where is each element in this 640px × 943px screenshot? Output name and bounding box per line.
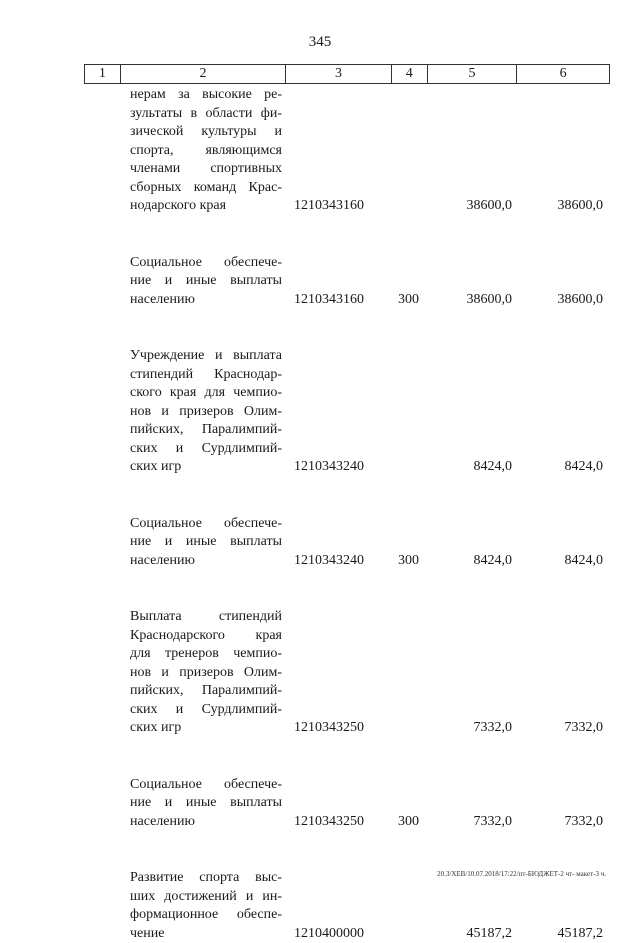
row-amount-col5: 7332,0 bbox=[474, 813, 513, 832]
row-description-line: Выплата стипендий bbox=[130, 608, 282, 627]
table-row bbox=[0, 254, 640, 310]
row-code: 1210343160 bbox=[294, 291, 364, 310]
header-col-2: 2 bbox=[121, 65, 286, 83]
table-row bbox=[0, 869, 640, 943]
row-amount-col6: 45187,2 bbox=[558, 925, 604, 943]
row-code: 1210343240 bbox=[294, 458, 364, 477]
row-amount-col6: 7332,0 bbox=[565, 813, 604, 832]
row-description-line: ских игр bbox=[130, 458, 282, 477]
header-col-6: 6 bbox=[517, 65, 609, 83]
row-description bbox=[130, 608, 282, 738]
row-description-line: Социальное обеспече- bbox=[130, 776, 282, 795]
row-amount-col6: 38600,0 bbox=[558, 197, 604, 216]
row-description-line: Развитие спорта выс- bbox=[130, 869, 282, 888]
row-description-line: пийских, Паралимпий- bbox=[130, 682, 282, 701]
row-code: 1210343250 bbox=[294, 813, 364, 832]
table-row bbox=[0, 86, 640, 216]
footer-stamp: 20.3/ХЕВ/10.07.2018/17:22/пт-БЮДЖЕТ-2 чт- макет-3 ч. bbox=[437, 870, 606, 878]
row-description-line: ших достижений и ин- bbox=[130, 888, 282, 907]
row-amount-col6: 38600,0 bbox=[558, 291, 604, 310]
row-expense-type: 300 bbox=[398, 291, 419, 310]
row-code: 1210343160 bbox=[294, 197, 364, 216]
row-description-line: членами спортивных bbox=[130, 160, 282, 179]
row-description-line: ских игр bbox=[130, 719, 282, 738]
row-description-line: зультаты в области фи- bbox=[130, 105, 282, 124]
row-amount-col5: 7332,0 bbox=[474, 719, 513, 738]
row-description-line: сборных команд Крас- bbox=[130, 179, 282, 198]
table-row bbox=[0, 515, 640, 571]
row-description-line: Учреждение и выплата bbox=[130, 347, 282, 366]
row-description-line: ние и иные выплаты bbox=[130, 794, 282, 813]
row-description-line: Краснодарского края bbox=[130, 627, 282, 646]
row-description-line: ских и Сурдлимпий- bbox=[130, 440, 282, 459]
row-description-line: ского края для чемпио- bbox=[130, 384, 282, 403]
row-description-line: нов и призеров Олим- bbox=[130, 403, 282, 422]
row-description bbox=[130, 347, 282, 477]
row-description-line: чение bbox=[130, 925, 282, 943]
row-code: 1210343240 bbox=[294, 552, 364, 571]
row-description-line: для тренеров чемпио- bbox=[130, 645, 282, 664]
row-description-line: нодарского края bbox=[130, 197, 282, 216]
row-description-line: ние и иные выплаты bbox=[130, 272, 282, 291]
row-description-line: нов и призеров Олим- bbox=[130, 664, 282, 683]
table-header bbox=[84, 64, 610, 84]
row-description bbox=[130, 869, 282, 943]
row-amount-col5: 8424,0 bbox=[474, 458, 513, 477]
table-row bbox=[0, 776, 640, 832]
row-expense-type: 300 bbox=[398, 552, 419, 571]
row-description-line: населению bbox=[130, 291, 282, 310]
row-amount-col6: 8424,0 bbox=[565, 458, 604, 477]
row-code: 1210400000 bbox=[294, 925, 364, 943]
row-expense-type: 300 bbox=[398, 813, 419, 832]
row-description bbox=[130, 776, 282, 832]
header-col-4: 4 bbox=[392, 65, 428, 83]
row-description-line: Социальное обеспече- bbox=[130, 515, 282, 534]
header-col-3: 3 bbox=[286, 65, 392, 83]
row-amount-col6: 8424,0 bbox=[565, 552, 604, 571]
table-row bbox=[0, 347, 640, 477]
row-description-line: спорта, являющимся bbox=[130, 142, 282, 161]
row-description bbox=[130, 254, 282, 310]
header-col-5: 5 bbox=[428, 65, 518, 83]
row-description-line: зической культуры и bbox=[130, 123, 282, 142]
row-description bbox=[130, 515, 282, 571]
table-row bbox=[0, 608, 640, 738]
row-description-line: населению bbox=[130, 813, 282, 832]
row-amount-col5: 38600,0 bbox=[467, 197, 513, 216]
header-col-1: 1 bbox=[85, 65, 121, 83]
row-description-line: формационное обеспе- bbox=[130, 906, 282, 925]
row-description bbox=[130, 86, 282, 216]
row-description-line: населению bbox=[130, 552, 282, 571]
row-code: 1210343250 bbox=[294, 719, 364, 738]
row-description-line: нерам за высокие ре- bbox=[130, 86, 282, 105]
page-number: 345 bbox=[0, 34, 640, 51]
row-amount-col5: 38600,0 bbox=[467, 291, 513, 310]
row-amount-col5: 45187,2 bbox=[467, 925, 513, 943]
row-description-line: пийских, Паралимпий- bbox=[130, 421, 282, 440]
row-description-line: Социальное обеспече- bbox=[130, 254, 282, 273]
row-amount-col5: 8424,0 bbox=[474, 552, 513, 571]
row-description-line: стипендий Краснодар- bbox=[130, 366, 282, 385]
row-description-line: ние и иные выплаты bbox=[130, 533, 282, 552]
row-amount-col6: 7332,0 bbox=[565, 719, 604, 738]
row-description-line: ских и Сурдлимпий- bbox=[130, 701, 282, 720]
